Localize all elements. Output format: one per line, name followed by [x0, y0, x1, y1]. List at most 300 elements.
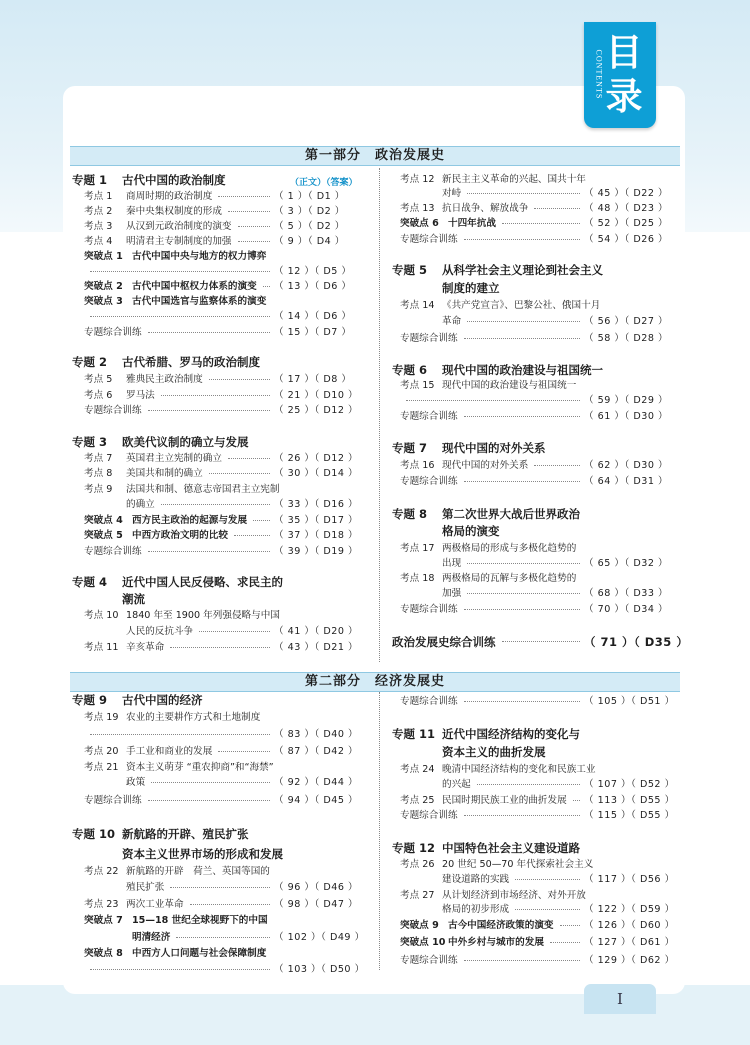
toc-entry-row[interactable]: [84, 325, 366, 340]
toc-topic-row[interactable]: [392, 280, 676, 297]
toc-topic-row[interactable]: [72, 591, 366, 608]
toc-leader-dots: [464, 960, 580, 961]
toc-entry-title: 两极格局的瓦解与多极化趋势的: [442, 573, 577, 584]
toc-entry-title: 潮流: [122, 592, 145, 606]
toc-leader-dots: [502, 223, 580, 224]
toc-entry-row[interactable]: [400, 378, 676, 393]
toc-entry-row[interactable]: [84, 249, 366, 264]
toc-entry-title: 民国时期民族工业的曲折发展: [442, 795, 567, 806]
toc-entry-title: 新航路的开辟、殖民扩张: [122, 827, 249, 841]
toc-topic-row[interactable]: [72, 826, 366, 843]
toc-page-ref: （ 71 ）（ D35 ）: [584, 635, 689, 649]
toc-entry-row[interactable]: [400, 172, 676, 187]
toc-entry-title: 政策: [126, 777, 146, 788]
toc-leader-dots: [238, 226, 270, 227]
toc-entry-label: 突破点 5: [84, 530, 123, 541]
toc-entry-title: 手工业和商业的发展: [126, 746, 213, 757]
toc-topic-row[interactable]: [392, 506, 676, 523]
toc-leader-dots: [161, 395, 270, 396]
toc-entry-title: 农业的主要耕作方式和土地制度: [126, 712, 261, 723]
toc-entry-row[interactable]: [400, 694, 676, 709]
toc-entry-row[interactable]: [84, 897, 366, 912]
toc-entry-title: 欧美代议制的确立与发展: [122, 435, 249, 449]
toc-entry-row[interactable]: [84, 775, 366, 790]
part-one-header: 第一部分 政治发展史: [70, 146, 680, 166]
toc-entry-row[interactable]: [84, 744, 366, 759]
toc-topic-row[interactable]: [72, 434, 366, 451]
toc-entry-title: 资本主义萌芽 “重农抑商”和“海禁”: [126, 762, 274, 773]
toc-entry-label: 专题综合训练: [400, 333, 458, 344]
toc-entry-title: 秦中央集权制度的形成: [126, 206, 222, 217]
toc-entry-row[interactable]: [400, 556, 676, 571]
toc-leader-dots: [464, 239, 580, 240]
toc-entry-row[interactable]: [84, 624, 366, 639]
toc-entry-title: 格局的初步形成: [442, 904, 510, 915]
toc-entry-title: 20 世纪 50—70 年代探索社会主义: [442, 859, 594, 870]
toc-entry-title: 制度的建立: [442, 281, 500, 295]
toc-entry-row[interactable]: [84, 466, 366, 481]
toc-entry-title: 《共产党宣言》、巴黎公社、俄国十月: [442, 300, 601, 311]
toc-topic-row[interactable]: [392, 840, 676, 857]
toc-entry-row[interactable]: [400, 409, 676, 424]
toc-leader-dots: [515, 909, 580, 910]
toc-entry-row[interactable]: [400, 602, 676, 617]
toc-entry-title: 古今中国经济政策的演变: [448, 920, 554, 931]
toc-entry-label: 考点 12: [400, 174, 435, 185]
toc-entry-title: 格局的演变: [442, 524, 500, 538]
toc-entry-title: 两极格局的形成与多极化趋势的: [442, 543, 577, 554]
contents-subtitle: CONTENTS: [594, 49, 604, 100]
toc-entry-label: 考点 7: [84, 453, 113, 464]
toc-leader-dots: [209, 473, 270, 474]
toc-page-ref: （ 3 ）（ D2 ）: [274, 206, 345, 217]
toc-entry-row[interactable]: [84, 372, 366, 387]
toc-entry-label: 考点 3: [84, 221, 113, 232]
toc-entry-label: 专题综合训练: [400, 696, 458, 707]
toc-topic-row[interactable]: [72, 846, 366, 863]
toc-page-ref: （ 14 ）（ D6 ）: [274, 311, 352, 322]
toc-leader-dots: [502, 641, 580, 642]
toc-page-ref: （ 113 ）（ D55 ）: [584, 795, 675, 806]
toc-entry-label: 考点 15: [400, 380, 435, 391]
toc-leader-dots: [190, 904, 270, 905]
toc-page-ref: （ 115 ）（ D55 ）: [584, 810, 675, 821]
toc-page-ref: （ 15 ）（ D7 ）: [274, 327, 352, 338]
toc-entry-label: 专题 7: [392, 441, 428, 455]
toc-entry-title: 从计划经济到市场经济、对外开放: [442, 890, 586, 901]
toc-page-ref: （ 54 ）（ D26 ）: [584, 234, 669, 245]
toc-entry-row[interactable]: [400, 953, 676, 968]
toc-entry-row[interactable]: [84, 946, 366, 961]
toc-page-ref: （ 21 ）（ D10 ）: [274, 390, 359, 401]
toc-entry-title: 从汉到元政治制度的演变: [126, 221, 232, 232]
toc-page-ref: （ 45 ）（ D22 ）: [584, 188, 669, 199]
toc-entry-label: 考点 9: [84, 484, 113, 495]
toc-page-ref: （ 61 ）（ D30 ）: [584, 411, 669, 422]
toc-entry-title: 现代中国的政治建设与祖国统一: [442, 380, 577, 391]
toc-entry-row[interactable]: [400, 331, 676, 346]
toc-entry-label: 考点 17: [400, 543, 435, 554]
toc-entry-label: 考点 18: [400, 573, 435, 584]
toc-entry-title: 资本主义世界市场的形成和发展: [122, 847, 283, 861]
toc-page-ref: （ 92 ）（ D44 ）: [274, 777, 359, 788]
toc-entry-label: 专题综合训练: [84, 546, 142, 557]
column-divider-1: [379, 168, 380, 662]
toc-entry-title: 晚清中国经济结构的变化和民族工业: [442, 764, 596, 775]
toc-leader-dots: [263, 286, 270, 287]
toc-entry-title: 辛亥革命: [126, 642, 165, 653]
toc-page-ref: （ 59 ）（ D29 ）: [584, 395, 669, 406]
toc-page-ref: （ 48 ）（ D23 ）: [584, 203, 669, 214]
toc-entry-title: 现代中国的对外关系: [442, 441, 546, 455]
toc-entry-row[interactable]: [84, 608, 366, 623]
toc-entry-label: 考点 25: [400, 795, 435, 806]
toc-entry-label: 突破点 2: [84, 281, 123, 292]
toc-topic-row[interactable]: [392, 362, 676, 379]
toc-page-ref: （ 127 ）（ D61 ）: [584, 937, 675, 948]
toc-entry-label: 专题 10: [72, 827, 116, 841]
toc-entry-row[interactable]: [84, 309, 366, 324]
toc-entry-title: 十四年抗战: [448, 218, 496, 229]
toc-entry-title: 人民的反抗斗争: [126, 626, 194, 637]
toc-entry-title: 法国共和制、德意志帝国君主立宪制: [126, 484, 280, 495]
toc-topic-row[interactable]: [392, 726, 676, 743]
toc-entry-title: 古代中国的政治制度: [122, 173, 226, 187]
toc-entry-label: 考点 26: [400, 859, 435, 870]
toc-page-ref: （ 94 ）（ D45 ）: [274, 795, 359, 806]
toc-page-ref: （ 1 ）（ D1 ）: [274, 191, 345, 202]
toc-page-ref: （ 68 ）（ D33 ）: [584, 588, 669, 599]
toc-leader-dots: [90, 734, 270, 735]
toc-leader-dots: [170, 647, 270, 648]
toc-page-ref: （ 33 ）（ D16 ）: [274, 499, 359, 510]
toc-entry-row[interactable]: [84, 497, 366, 512]
toc-page-ref: （ 64 ）（ D31 ）: [584, 476, 669, 487]
toc-entry-row[interactable]: [400, 458, 676, 473]
page-answer-badge: （正文）（答案）: [290, 178, 358, 188]
toc-entry-label: 考点 6: [84, 390, 113, 401]
toc-entry-row[interactable]: [400, 586, 676, 601]
toc-entry-row[interactable]: [84, 219, 366, 234]
toc-page-ref: （ 103 ）（ D50 ）: [274, 964, 365, 975]
toc-entry-row[interactable]: [84, 482, 366, 497]
toc-entry-label: 专题综合训练: [84, 327, 142, 338]
toc-entry-title: 从科学社会主义理论到社会主义: [442, 263, 603, 277]
toc-entry-title: 美国共和制的确立: [126, 468, 203, 479]
toc-leader-dots: [90, 969, 270, 970]
toc-entry-label: 专题综合训练: [84, 405, 142, 416]
toc-entry-title: 近代中国人民反侵略、求民主的: [122, 575, 283, 589]
toc-entry-row[interactable]: [400, 857, 676, 872]
toc-topic-row[interactable]: [72, 172, 366, 189]
toc-entry-row[interactable]: [84, 403, 366, 418]
toc-entry-row[interactable]: [400, 935, 676, 950]
toc-leader-dots: [161, 504, 270, 505]
toc-leader-dots: [253, 520, 270, 521]
toc-page-ref: （ 39 ）（ D19 ）: [274, 546, 359, 557]
part-two-header: 第二部分 经济发展史: [70, 672, 680, 692]
toc-entry-label: 专题 12: [392, 841, 436, 855]
toc-topic-row[interactable]: [72, 692, 366, 709]
toc-entry-title: 15—18 世纪全球视野下的中国: [132, 915, 268, 926]
toc-leader-dots: [170, 887, 270, 888]
toc-leader-dots: [218, 751, 270, 752]
toc-entry-title: 新航路的开辟 荷兰、英国等国的: [126, 866, 270, 877]
toc-entry-label: 突破点 6: [400, 218, 439, 229]
toc-page-ref: （ 37 ）（ D18 ）: [274, 530, 359, 541]
toc-entry-row[interactable]: [84, 264, 366, 279]
toc-page-ref: （ 83 ）（ D40 ）: [274, 729, 359, 740]
toc-entry-title: 新民主主义革命的兴起、国共十年: [442, 174, 586, 185]
toc-page-ref: （ 87 ）（ D42 ）: [274, 746, 359, 757]
toc-entry-label: 专题 3: [72, 435, 108, 449]
toc-topic-row[interactable]: [392, 744, 676, 761]
toc-entry-title: 现代中国的对外关系: [442, 460, 529, 471]
toc-leader-dots: [238, 241, 270, 242]
toc-entry-label: 专题 11: [392, 727, 436, 741]
toc-entry-row[interactable]: [400, 762, 676, 777]
toc-entry-label: 考点 1: [84, 191, 113, 202]
toc-leader-dots: [560, 925, 580, 926]
toc-entry-row[interactable]: [84, 388, 366, 403]
toc-page-ref: （ 41 ）（ D20 ）: [274, 626, 359, 637]
toc-leader-dots: [467, 563, 580, 564]
toc-entry-title: 出现: [442, 558, 462, 569]
toc-leader-dots: [148, 551, 270, 552]
toc-leader-dots: [464, 701, 580, 702]
toc-page-ref: （ 30 ）（ D14 ）: [274, 468, 359, 479]
toc-entry-label: 考点 23: [84, 899, 119, 910]
toc-entry-title: 两次工业革命: [126, 899, 184, 910]
toc-entry-label: 考点 2: [84, 206, 113, 217]
toc-entry-row[interactable]: [400, 216, 676, 231]
toc-leader-dots: [148, 800, 270, 801]
toc-entry-title: 近代中国经济结构的变化与: [442, 727, 580, 741]
toc-entry-label: 专题综合训练: [400, 604, 458, 615]
toc-entry-row[interactable]: [84, 528, 366, 543]
toc-leader-dots: [464, 609, 580, 610]
toc-page-ref: （ 58 ）（ D28 ）: [584, 333, 669, 344]
toc-entry-title: 古代希腊、罗马的政治制度: [122, 355, 260, 369]
toc-entry-title: 明清君主专制制度的加强: [126, 236, 232, 247]
toc-topic-row[interactable]: [72, 354, 366, 371]
toc-entry-title: 英国君主立宪制的确立: [126, 453, 222, 464]
toc-page-ref: （ 43 ）（ D21 ）: [274, 642, 359, 653]
toc-page-ref: （ 9 ）（ D4 ）: [274, 236, 345, 247]
toc-entry-label: 考点 27: [400, 890, 435, 901]
toc-leader-dots: [209, 379, 270, 380]
toc-leader-dots: [151, 782, 270, 783]
toc-entry-label: 考点 10: [84, 610, 119, 621]
toc-page-ref: （ 129 ）（ D62 ）: [584, 955, 675, 966]
toc-leader-dots: [406, 400, 580, 401]
toc-entry-row[interactable]: [400, 298, 676, 313]
toc-leader-dots: [477, 784, 580, 785]
toc-entry-label: 专题 1: [72, 173, 108, 187]
toc-entry-row[interactable]: [84, 294, 366, 309]
toc-entry-label: 考点 13: [400, 203, 435, 214]
toc-entry-title: 第二次世界大战后世界政治: [442, 507, 580, 521]
toc-page-ref: （ 65 ）（ D32 ）: [584, 558, 669, 569]
toc-page-ref: （ 12 ）（ D5 ）: [274, 266, 352, 277]
toc-entry-row[interactable]: [84, 930, 366, 945]
toc-page-ref: （ 25 ）（ D12 ）: [274, 405, 359, 416]
toc-leader-dots: [228, 211, 270, 212]
toc-entry-label: 考点 22: [84, 866, 119, 877]
toc-entry-row[interactable]: [84, 451, 366, 466]
toc-page-ref: （ 117 ）（ D56 ）: [584, 874, 675, 885]
toc-entry-label: 考点 16: [400, 460, 435, 471]
toc-leader-dots: [467, 321, 580, 322]
toc-entry-label: 考点 4: [84, 236, 113, 247]
toc-entry-row[interactable]: [400, 541, 676, 556]
toc-entry-row[interactable]: [84, 760, 366, 775]
toc-page-ref: （ 122 ）（ D59 ）: [584, 904, 675, 915]
toc-entry-label: 专题综合训练: [400, 234, 458, 245]
toc-entry-label: 专题 4: [72, 575, 108, 589]
toc-entry-row[interactable]: [400, 777, 676, 792]
toc-entry-label: 专题综合训练: [400, 411, 458, 422]
toc-entry-row[interactable]: [400, 571, 676, 586]
toc-entry-row[interactable]: [84, 279, 366, 294]
toc-entry-row[interactable]: [400, 808, 676, 823]
toc-entry-row[interactable]: [400, 793, 676, 808]
toc-entry-label: 突破点 7: [84, 915, 123, 926]
toc-entry-label: 专题 9: [72, 693, 108, 707]
toc-page-ref: （ 5 ）（ D2 ）: [274, 221, 345, 232]
toc-leader-dots: [199, 631, 270, 632]
toc-page-ref: （ 56 ）（ D27 ）: [584, 316, 669, 327]
toc-entry-label: 专题 2: [72, 355, 108, 369]
toc-entry-row[interactable]: [400, 872, 676, 887]
toc-entry-row[interactable]: [400, 902, 676, 917]
toc-entry-title: 中外乡村与城市的发展: [448, 937, 544, 948]
toc-entry-title: 中国特色社会主义建设道路: [442, 841, 580, 855]
toc-topic-row[interactable]: [72, 574, 366, 591]
toc-entry-row[interactable]: [84, 793, 366, 808]
toc-topic-row[interactable]: [392, 440, 676, 457]
toc-leader-dots: [176, 937, 270, 938]
toc-entry-title: 殖民扩张: [126, 882, 165, 893]
toc-entry-label: 考点 8: [84, 468, 113, 479]
toc-entry-title: 中西方人口问题与社会保障制度: [132, 948, 267, 959]
toc-entry-row[interactable]: [400, 888, 676, 903]
toc-topic-row[interactable]: [392, 523, 676, 540]
toc-entry-row[interactable]: [84, 727, 366, 742]
toc-entry-row[interactable]: [84, 962, 366, 977]
toc-entry-row[interactable]: [84, 189, 366, 204]
toc-entry-row[interactable]: [84, 204, 366, 219]
contents-header-tab: [584, 22, 656, 128]
toc-topic-row[interactable]: [392, 262, 676, 279]
toc-entry-row[interactable]: [400, 232, 676, 247]
toc-leader-dots: [467, 593, 580, 594]
toc-entry-label: 专题 8: [392, 507, 428, 521]
toc-entry-row[interactable]: [400, 474, 676, 489]
toc-entry-row[interactable]: [84, 913, 366, 928]
toc-entry-row[interactable]: [400, 186, 676, 201]
toc-topic-row[interactable]: [392, 634, 689, 651]
toc-entry-label: 专题 6: [392, 363, 428, 377]
toc-entry-label: 突破点 4: [84, 515, 123, 526]
toc-entry-label: 考点 20: [84, 746, 119, 757]
toc-entry-row[interactable]: [84, 544, 366, 559]
toc-entry-row[interactable]: [84, 640, 366, 655]
toc-entry-label: 考点 5: [84, 374, 113, 385]
toc-entry-label: 突破点 8: [84, 948, 123, 959]
toc-entry-title: 加强: [442, 588, 462, 599]
toc-entry-label: 专题综合训练: [400, 476, 458, 487]
toc-leader-dots: [234, 535, 270, 536]
toc-entry-title: 抗日战争、解放战争: [442, 203, 529, 214]
toc-leader-dots: [90, 271, 270, 272]
toc-entry-row[interactable]: [84, 234, 366, 249]
toc-entry-label: 突破点 10: [400, 937, 446, 948]
toc-leader-dots: [550, 942, 580, 943]
toc-entry-row[interactable]: [400, 918, 676, 933]
toc-entry-title: 革命: [442, 316, 462, 327]
toc-entry-row[interactable]: [84, 864, 366, 879]
toc-leader-dots: [573, 800, 580, 801]
toc-leader-dots: [534, 465, 580, 466]
toc-entry-label: 突破点 9: [400, 920, 439, 931]
toc-page-ref: （ 13 ）（ D6 ）: [274, 281, 352, 292]
toc-entry-title: 1840 年至 1900 年列强侵略与中国: [126, 610, 280, 621]
toc-page-ref: （ 70 ）（ D34 ）: [584, 604, 669, 615]
toc-leader-dots: [534, 208, 580, 209]
toc-page-ref: （ 98 ）（ D47 ）: [274, 899, 359, 910]
toc-leader-dots: [464, 815, 580, 816]
toc-entry-label: 考点 11: [84, 642, 119, 653]
toc-entry-title: 古代中国中央与地方的权力博弈: [132, 251, 267, 262]
toc-entry-row[interactable]: [84, 513, 366, 528]
toc-entry-title: 中西方政治文明的比较: [132, 530, 228, 541]
toc-leader-dots: [218, 196, 270, 197]
toc-entry-title: 古代中国选官与监察体系的演变: [132, 296, 267, 307]
toc-entry-row[interactable]: [400, 314, 676, 329]
page-number: I: [584, 984, 656, 1014]
toc-page-ref: （ 96 ）（ D46 ）: [274, 882, 359, 893]
toc-leader-dots: [148, 410, 270, 411]
toc-entry-label: 政治发展史综合训练: [392, 635, 496, 649]
toc-entry-title: 资本主义的曲折发展: [442, 745, 546, 759]
toc-entry-title: 雅典民主政治制度: [126, 374, 203, 385]
toc-page-ref: （ 26 ）（ D12 ）: [274, 453, 359, 464]
toc-entry-title: 对峙: [442, 188, 462, 199]
column-divider-2: [379, 692, 380, 970]
toc-entry-row[interactable]: [84, 710, 366, 725]
toc-entry-label: 突破点 3: [84, 296, 123, 307]
toc-entry-row[interactable]: [400, 201, 676, 216]
toc-entry-row[interactable]: [84, 880, 366, 895]
toc-leader-dots: [148, 332, 270, 333]
toc-page-ref: （ 105 ）（ D51 ）: [584, 696, 675, 707]
toc-entry-title: 的兴起: [442, 779, 471, 790]
toc-entry-title: 现代中国的政治建设与祖国统一: [442, 363, 603, 377]
contents-title: 目录: [605, 30, 643, 118]
toc-entry-label: 考点 14: [400, 300, 435, 311]
toc-leader-dots: [228, 458, 270, 459]
toc-page-ref: （ 17 ）（ D8 ）: [274, 374, 352, 385]
toc-page-ref: （ 107 ）（ D52 ）: [584, 779, 675, 790]
toc-entry-row[interactable]: [400, 393, 676, 408]
toc-page-ref: （ 52 ）（ D25 ）: [584, 218, 669, 229]
toc-entry-title: 西方民主政治的起源与发展: [132, 515, 248, 526]
toc-page-ref: （ 126 ）（ D60 ）: [584, 920, 675, 931]
toc-leader-dots: [464, 338, 580, 339]
toc-leader-dots: [464, 481, 580, 482]
toc-leader-dots: [90, 316, 270, 317]
